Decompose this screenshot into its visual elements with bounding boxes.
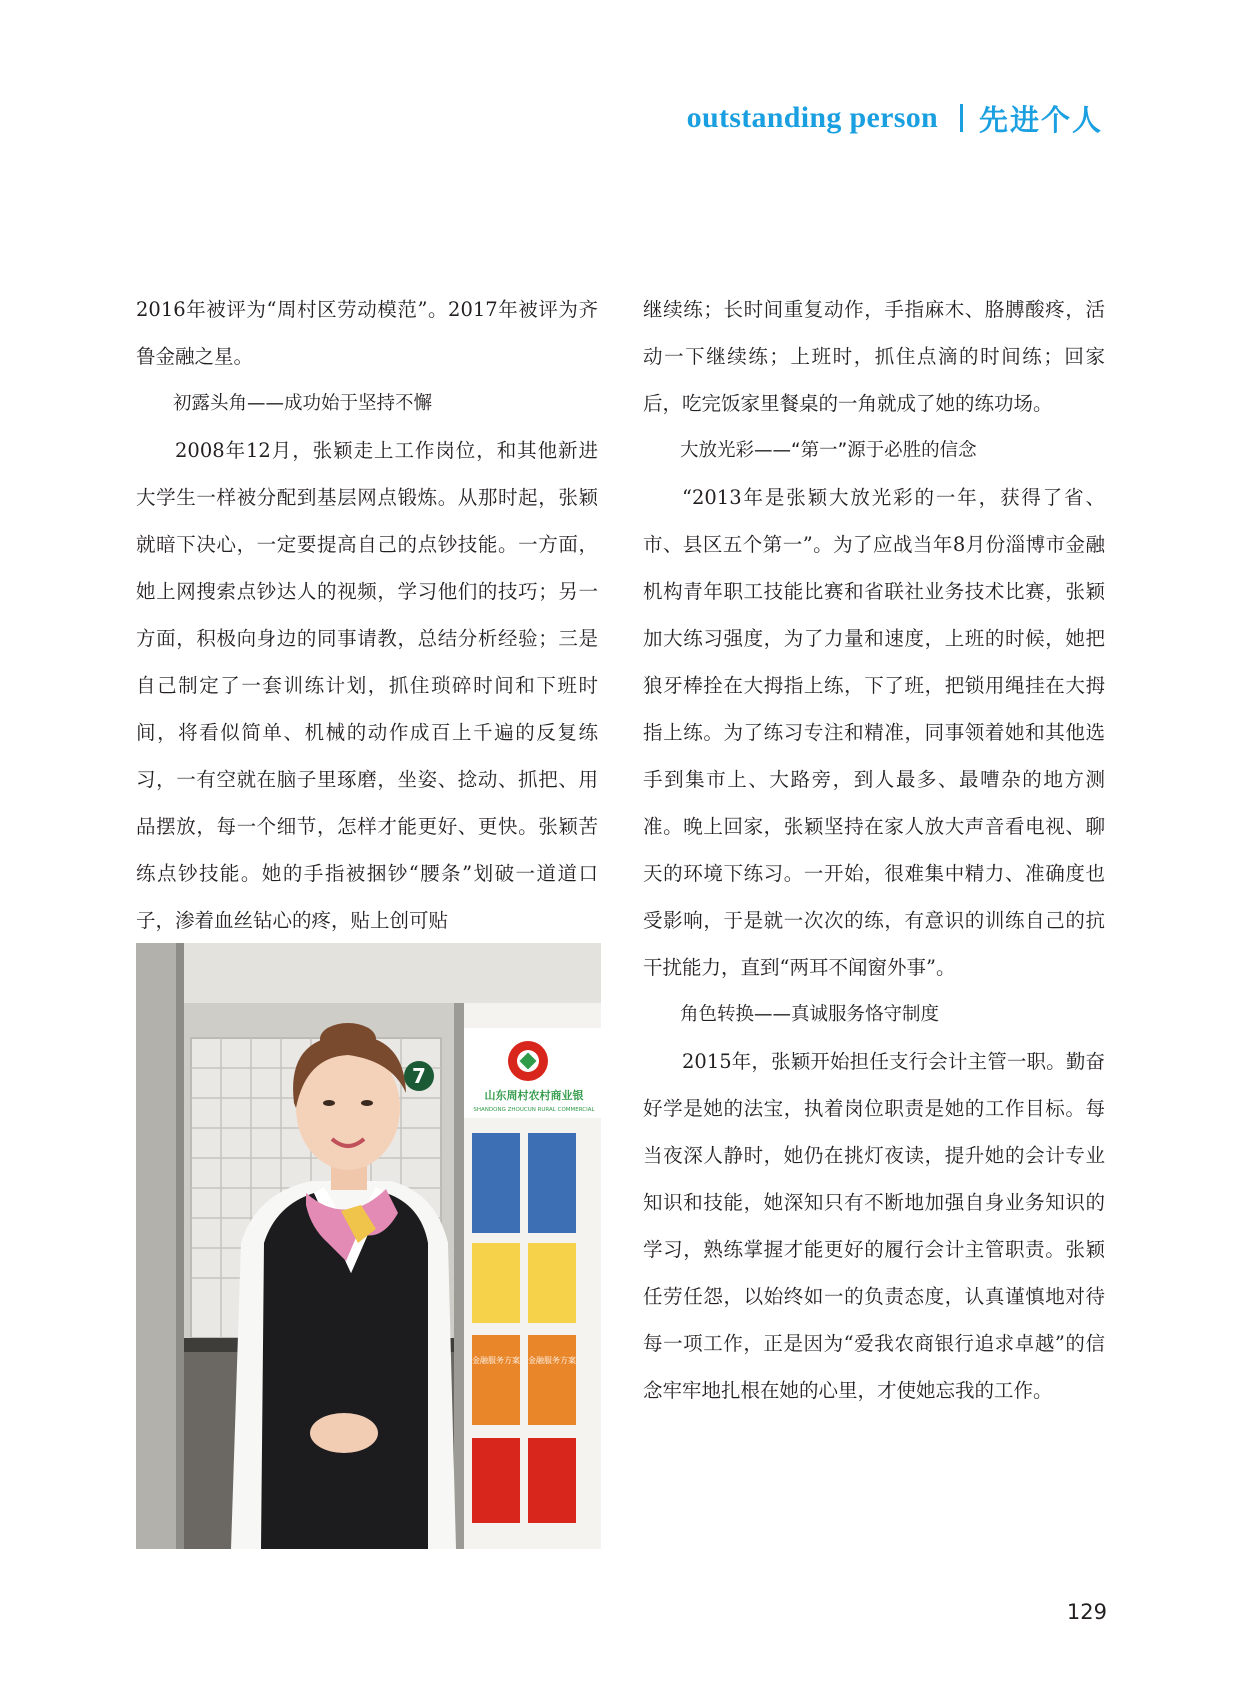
- bank-sign-text: 山东周村农村商业银: [484, 1089, 584, 1102]
- right-paragraph-1: 继续练；长时间重复动作，手指麻木、胳膊酸疼，活动一下继续练；上班时，抓住点滴的时间练；回家后，吃完饭家里餐桌的一角就成了她的练功场。: [643, 298, 1105, 415]
- subheading-brilliance: 大放光彩——“第一”源于必胜的信念: [680, 440, 977, 461]
- page-number: 129: [1066, 1600, 1107, 1624]
- header-separator: [960, 104, 963, 132]
- right-column: [643, 286, 1105, 1414]
- bank-logo-icon: [508, 1041, 548, 1081]
- subheading-debut: 初露头角——成功始于坚持不懈: [173, 393, 433, 414]
- right-paragraph-3: 2015年，张颖开始担任支行会计主管一职。勤奋好学是她的法宝，执着岗位职责是她的工作目标。每当夜深人静时，她仍在挑灯夜读，提升她的会计专业知识和技能，她深知只有不断地加强自身业务知识的学习，熟练掌握才能更好的履行会计主管职责。张颖任劳任怨，以始终如一的负责态度，认真谨慎地对待每一项工作，正是因为“爱我农商银行追求卓越”的信念牢牢地扎根在她的心里，才使她忘我的工作。: [643, 1050, 1105, 1402]
- teller-photo-illustration: [136, 943, 601, 1549]
- section-title-chinese: 先进个人: [978, 102, 1103, 137]
- left-paragraph-1: 2016年被评为“周村区劳动模范”。2017年被评为齐鲁金融之星。: [136, 298, 598, 368]
- left-paragraph-2: 2008年12月，张颖走上工作岗位，和其他新进大学生一样被分配到基层网点锻炼。从那时起，张颖就暗下决心，一定要提高自己的点钞技能。一方面，她上网搜索点钞达人的视频，学习他们的技巧；另一方面，积极向身边的同事请教，总结分析经验；三是自己制定了一套训练计划，抓住琐碎时间和下班时间，将看似简单、机械的动作成百上千遍的反复练习，一有空就在脑子里琢磨，坐姿、捻动、抓把、用品摆放，每一个细节，怎样才能更好、更快。张颖苦练点钞技能。她的手指被捆钞“腰条”划破一道道口子，渗着血丝钻心的疼，贴上创可贴: [136, 439, 598, 932]
- brochure-label-2: 金融服务方案: [528, 1356, 576, 1365]
- right-paragraph-2: “2013年是张颖大放光彩的一年，获得了省、市、县区五个第一”。为了应战当年8月份淄博市金融机构青年职工技能比赛和省联社业务技术比赛，张颖加大练习强度，为了力量和速度，上班的时候，她把狼牙棒拴在大拇指上练，下了班，把锁用绳挂在大拇指上练。为了练习专注和精准，同事领着她和其他选手到集市上、大路旁，到人最多、最嘈杂的地方测准。晚上回家，张颖坚持在家人放大声音看电视、聊天的环境下练习。一开始，很难集中精力、准确度也受影响，于是就一次次的练，有意识的训练自己的抗干扰能力，直到“两耳不闻窗外事”。: [643, 486, 1105, 979]
- teller-photo: [136, 943, 601, 1549]
- section-header: [687, 90, 1103, 146]
- counter-number: 7: [412, 1064, 426, 1088]
- brochure-label: 金融服务方案: [472, 1356, 520, 1365]
- bank-sign-subtext: SHANDONG ZHOUCUN RURAL COMMERCIAL: [473, 1107, 595, 1113]
- subheading-role-change: 角色转换——真诚服务恪守制度: [680, 1004, 940, 1025]
- section-title-english: outstanding person: [686, 101, 938, 134]
- left-column: [136, 286, 598, 944]
